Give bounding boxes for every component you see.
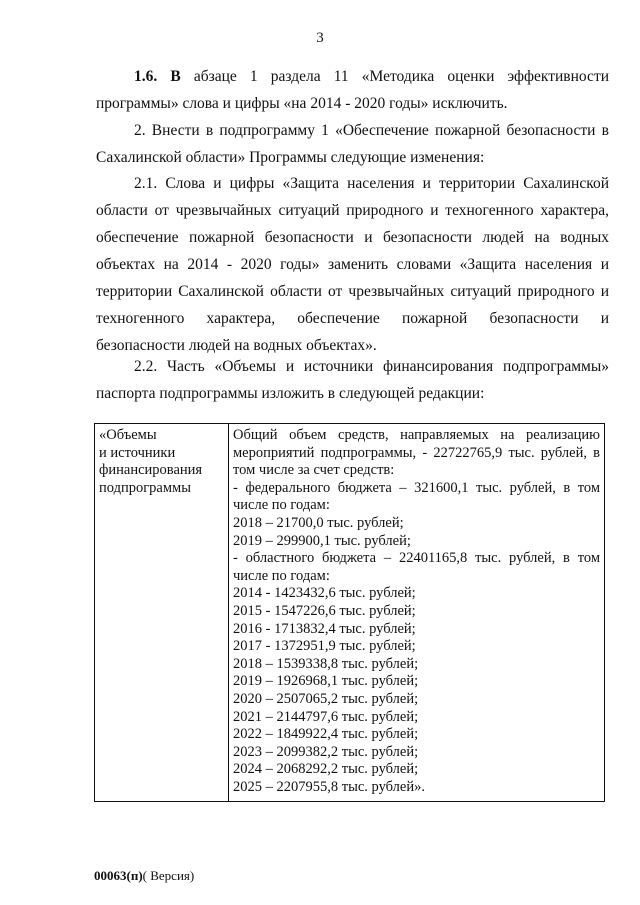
paragraph-1-6-lead: 1.6. В bbox=[134, 68, 181, 85]
footer-version: ( Версия) bbox=[142, 868, 195, 883]
paragraph-2-1: 2.1. Слова и цифры «Защита населения и территории Сахалинской области от чрезвычайных ситуаций природного и техногенного характера, обеспечение пожарной безопасности и безопасности людей на водных объектах на 2014 - 2020 годы» заменить словами «Защита населения и территории Сахалинской области от чрезвычайных ситуаций природного и техногенного характера, обеспечение пожарной безопасности и безопасности людей на водных объектах». bbox=[96, 175, 609, 354]
paragraph-2: 2. Внести в подпрограмму 1 «Обеспечение пожарной безопасности в Сахалинской области» Программы следующие изменения: bbox=[96, 122, 609, 166]
regional-year-line: 2018 – 1539338,8 тыс. рублей; bbox=[233, 655, 419, 672]
regional-year-line: 2024 – 2068292,2 тыс. рублей; bbox=[233, 761, 419, 778]
paragraph-1-6 bbox=[96, 63, 609, 117]
table-row bbox=[95, 424, 605, 802]
page-number: 3 bbox=[316, 30, 324, 46]
regional-budget-header: - областного бюджета – 22401165,8 тыс. рублей, в том числе по годам: bbox=[233, 550, 600, 584]
regional-year-line: 2021 – 2144797,6 тыс. рублей; bbox=[233, 708, 419, 725]
label-line: и источники bbox=[99, 444, 176, 461]
document-footer-code bbox=[94, 868, 194, 884]
regional-year-line: 2016 - 1713832,4 тыс. рублей; bbox=[233, 620, 416, 637]
financing-intro: Общий объем средств, направляемых на реализацию мероприятий подпрограммы, - 22722765,9 тыс. рублей, в том числе за счет средств: bbox=[233, 427, 600, 479]
table-label-cell bbox=[95, 424, 229, 802]
regional-year-line: 2020 – 2507065,2 тыс. рублей; bbox=[233, 690, 419, 707]
label-line: финансирования bbox=[99, 462, 203, 479]
paragraph-2-2: 2.2. Часть «Объемы и источники финансирования подпрограммы» паспорта подпрограммы изложить в следующей редакции: bbox=[96, 358, 609, 402]
regional-year-line: 2025 – 2207955,8 тыс. рублей». bbox=[233, 778, 425, 795]
regional-year-line: 2023 – 2099382,2 тыс. рублей; bbox=[233, 743, 419, 760]
regional-year-line: 2019 – 1926968,1 тыс. рублей; bbox=[233, 673, 419, 690]
label-line: «Объемы bbox=[99, 427, 157, 443]
regional-year-line: 2017 - 1372951,9 тыс. рублей; bbox=[233, 638, 416, 655]
regional-year-line: 2014 - 1423432,6 тыс. рублей; bbox=[233, 585, 416, 602]
regional-year-line: 2022 – 1849922,4 тыс. рублей; bbox=[233, 726, 419, 743]
table-content-cell bbox=[229, 424, 605, 802]
federal-budget-header: - федерального бюджета – 321600,1 тыс. рублей, в том числе по годам: bbox=[233, 479, 600, 514]
federal-year-line: 2019 – 299900,1 тыс. рублей; bbox=[233, 532, 411, 549]
regional-year-line: 2015 - 1547226,6 тыс. рублей; bbox=[233, 602, 416, 619]
financing-table bbox=[94, 423, 605, 802]
label-line: подпрограммы bbox=[99, 479, 191, 496]
federal-year-line: 2018 – 21700,0 тыс. рублей; bbox=[233, 514, 404, 531]
footer-code: 00063(п) bbox=[94, 868, 143, 883]
paragraph-1-6-text: абзаце 1 раздела 11 «Методика оценки эффективности программы» слова и цифры «на 2014 - 2020 годы» исключить. bbox=[96, 68, 610, 112]
